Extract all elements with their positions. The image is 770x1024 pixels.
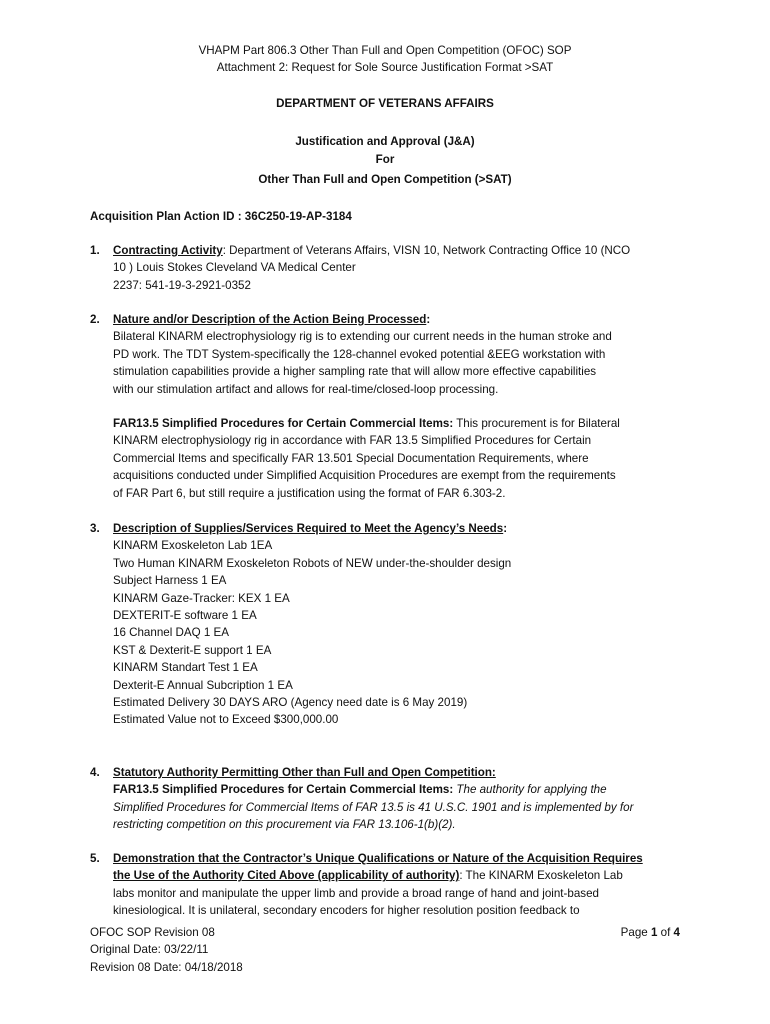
section-number: 5.: [90, 852, 100, 865]
section-number: 2.: [90, 313, 100, 326]
supply-item: Two Human KINARM Exoskeleton Robots of NEW under-the-shoulder design: [113, 556, 512, 570]
page-of: of: [657, 926, 674, 939]
far-text: This procurement is for Bilateral: [453, 417, 620, 431]
ja-title-line-3: Other Than Full and Open Competition (>SAT): [258, 173, 512, 186]
section-title-line-2: the Use of the Authority Cited Above (applicability of authority): [113, 869, 460, 883]
section-number: 1.: [90, 244, 100, 257]
section-supplies-services: [90, 520, 680, 729]
section-line: labs monitor and manipulate the upper limb and provide a broad range of hand and joint-based: [113, 886, 599, 900]
section-nature-of-action: [90, 311, 680, 502]
section-line: acquisitions conducted under Simplified Acquisition Procedures are exempt from the requirements: [113, 469, 616, 483]
department-heading: DEPARTMENT OF VETERANS AFFAIRS: [276, 97, 494, 110]
section-title: Statutory Authority Permitting Other than Full and Open Competition:: [113, 766, 496, 779]
section-line: 2237: 541-19-3-2921-0352: [113, 278, 251, 292]
page-total: 4: [673, 926, 680, 939]
section-text: :: [503, 522, 508, 535]
section-title: Contracting Activity: [113, 244, 223, 257]
section-line: Bilateral KINARM electrophysiology rig is to extending our current needs in the human stroke and: [113, 330, 612, 344]
section-number: 3.: [90, 522, 100, 535]
section-title-line-1: Demonstration that the Contractor’s Unique Qualifications or Nature of the Acquisition Requires: [113, 852, 643, 865]
section-statutory-authority: [90, 764, 680, 834]
footer-revision-info: [90, 924, 243, 976]
section-line: of FAR Part 6, but still require a justification using the format of FAR 6.303-2.: [113, 486, 506, 500]
section-line: PD work. The TDT System-specifically the 128-channel evoked potential &EEG workstation with: [113, 347, 606, 361]
section-title: Description of Supplies/Services Required to Meet the Agency’s Needs: [113, 522, 504, 535]
delivery-estimate: Estimated Delivery 30 DAYS ARO (Agency need date is 6 May 2019): [113, 696, 468, 710]
footer-original-date: Original Date: 03/22/11: [90, 943, 209, 957]
ja-title-line-2: For: [375, 153, 395, 166]
section-line: with our stimulation artifact and allows for real-time/closed-loop processing.: [113, 382, 499, 396]
section-title: Nature and/or Description of the Action Being Processed: [113, 313, 427, 326]
far-lead: FAR13.5 Simplified Procedures for Certain Commercial Items:: [113, 417, 454, 431]
page-current: 1: [650, 926, 658, 939]
authority-line: Simplified Procedures for Commercial Items of FAR 13.5 is 41 U.S.C. 1901 and is implemented by for: [113, 800, 634, 814]
authority-line: restricting competition on this procurement via FAR 13.106-1(b)(2).: [113, 818, 456, 832]
page-prefix: Page: [620, 926, 651, 939]
supply-item: KINARM Exoskeleton Lab 1EA: [113, 539, 273, 553]
header-line-2: Attachment 2: Request for Sole Source Justification Format >SAT: [216, 61, 554, 74]
value-estimate: Estimated Value not to Exceed $300,000.00: [113, 713, 339, 727]
section-text: : The KINARM Exoskeleton Lab: [459, 869, 623, 883]
footer-revision-date: Revision 08 Date: 04/18/2018: [90, 960, 243, 974]
supply-item: KST & Dexterit-E support 1 EA: [113, 643, 272, 657]
supply-item: Dexterit-E Annual Subcription 1 EA: [113, 678, 293, 692]
authority-text: The authority for applying the: [453, 783, 607, 797]
header-line-1: VHAPM Part 806.3 Other Than Full and Open Competition (OFOC) SOP: [198, 44, 572, 57]
section-line: KINARM electrophysiology rig in accordance with FAR 13.5 Simplified Procedures for Certain: [113, 434, 592, 448]
section-unique-qualifications: [90, 850, 680, 920]
supply-item: KINARM Standart Test 1 EA: [113, 661, 258, 675]
acquisition-plan-id: Acquisition Plan Action ID : 36C250-19-AP-3184: [90, 210, 352, 223]
section-number: 4.: [90, 766, 100, 779]
section-line: Commercial Items and specifically FAR 13.501 Special Documentation Requirements, where: [113, 451, 589, 465]
section-contracting-activity: [90, 242, 680, 294]
far-lead: FAR13.5 Simplified Procedures for Certain Commercial Items:: [113, 783, 454, 797]
ja-title-line-1: Justification and Approval (J&A): [295, 135, 475, 148]
supply-item: DEXTERIT-E software 1 EA: [113, 609, 257, 623]
section-line: stimulation capabilities provide a higher sampling rate that will allow more effective capabilities: [113, 365, 597, 379]
page-number: [621, 924, 680, 941]
section-text: :: [426, 313, 431, 326]
section-line: kinesiological. It is unilateral, secondary encoders for higher resolution position feedback to: [113, 904, 580, 918]
supply-item: 16 Channel DAQ 1 EA: [113, 626, 230, 640]
supply-item: KINARM Gaze-Tracker: KEX 1 EA: [113, 591, 290, 605]
section-line: 10 ) Louis Stokes Cleveland VA Medical Center: [113, 261, 356, 275]
supply-item: Subject Harness 1 EA: [113, 574, 227, 588]
footer-revision: OFOC SOP Revision 08: [90, 926, 215, 939]
section-text: : Department of Veterans Affairs, VISN 10, Network Contracting Office 10 (NCO: [222, 244, 631, 257]
